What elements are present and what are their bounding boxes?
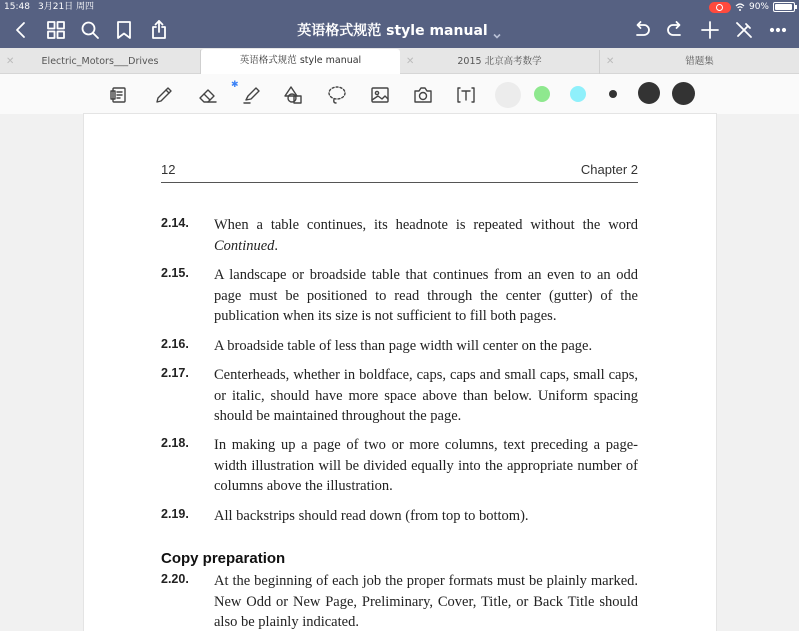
undo-icon: [630, 19, 652, 41]
tab-label: Electric_Motors___Drives: [41, 56, 159, 67]
section-heading: Copy preparation: [161, 550, 286, 567]
document-title-text: 英语格式规范 style manual: [297, 23, 488, 39]
stroke-size-medium[interactable]: [638, 82, 660, 104]
close-tab-icon[interactable]: ✕: [6, 56, 15, 67]
wifi-icon: [735, 2, 745, 12]
tab-error-notes[interactable]: [600, 50, 799, 74]
item-text: Centerheads, whether in boldface, caps, caps and small caps, small caps, or italic, should have more space above than below. Uniform spacing should be maintained throughout the page.: [214, 367, 638, 425]
battery-icon: [773, 2, 795, 12]
close-tab-icon[interactable]: ✕: [406, 56, 415, 67]
more-dots-icon: [767, 19, 789, 41]
item-number: 2.15.: [161, 266, 189, 280]
close-tab-icon[interactable]: ✕: [606, 56, 615, 67]
item-text: A broadside table of less than page width will center on the page.: [214, 338, 593, 354]
item-number: 2.18.: [161, 436, 189, 450]
list-item: [161, 365, 638, 427]
stroke-size-small[interactable]: [609, 90, 617, 98]
lasso-icon: [326, 84, 348, 106]
color-swatch-green[interactable]: [534, 86, 550, 102]
list-item: [161, 571, 638, 631]
highlighter-icon: [241, 84, 263, 106]
text-box-icon: [455, 84, 477, 106]
status-indicators: [709, 0, 795, 14]
status-date: 3月21日 周四: [38, 2, 95, 12]
list-item: [161, 215, 638, 256]
item-text: In making up a page of two or more columns, text preceding a page-width illustration will be divided equally into the appropriate number of columns above the illustration.: [214, 437, 638, 495]
reading-mode-tool[interactable]: [106, 82, 132, 108]
item-text: A landscape or broadside table that continues from an even to an odd page must be positioned to read through the center (gutter) of the publication when its size is not sufficient to fill both pages.: [214, 267, 638, 325]
item-number: 2.20.: [161, 572, 189, 586]
document-tabs: [0, 48, 799, 74]
redo-icon: [665, 19, 687, 41]
redo-button[interactable]: [663, 17, 689, 43]
lasso-tool[interactable]: [324, 82, 350, 108]
chapter-title: Chapter 2: [580, 162, 638, 177]
battery-percent: 90%: [748, 2, 769, 12]
tab-label: 英语格式规范 style manual: [239, 55, 362, 66]
item-number: 2.16.: [161, 337, 189, 351]
reader-icon: [108, 84, 130, 106]
pen-icon: [153, 84, 175, 106]
status-bar: [0, 0, 799, 14]
item-text: At the beginning of each job the proper formats must be plainly marked. New Odd or New Page, Preliminary, Cover, Title, or Back Title should also be plainly indicated.: [214, 573, 638, 631]
list-item: [161, 336, 638, 357]
item-number: 2.14.: [161, 216, 189, 230]
header-bar: [0, 0, 799, 48]
text-tool[interactable]: [453, 82, 479, 108]
shapes-icon: [282, 84, 304, 106]
page-header: [161, 162, 638, 183]
edit-mode-toggle[interactable]: [731, 17, 757, 43]
tab-beijing-math[interactable]: [400, 50, 600, 74]
page-number: 12: [161, 162, 176, 177]
document-page[interactable]: [84, 114, 716, 631]
tab-electric-motors[interactable]: [0, 50, 201, 74]
list-item: [161, 506, 638, 527]
stroke-size-large[interactable]: [672, 82, 695, 105]
more-button[interactable]: [765, 17, 791, 43]
eraser-icon: [197, 84, 219, 106]
image-tool[interactable]: [367, 82, 393, 108]
image-icon: [369, 84, 391, 106]
color-swatch-cyan[interactable]: [570, 86, 586, 102]
undo-button[interactable]: [628, 17, 654, 43]
item-number: 2.17.: [161, 366, 189, 380]
list-item: [161, 265, 638, 327]
highlighter-tool[interactable]: [239, 82, 265, 108]
plus-icon: [699, 19, 721, 41]
pencil-off-icon: [733, 19, 755, 41]
add-page-button[interactable]: [697, 17, 723, 43]
item-number: 2.19.: [161, 507, 189, 521]
item-text: When a table continues, its headnote is repeated without the word Continued.: [214, 217, 638, 254]
bluetooth-icon: ✱: [231, 80, 239, 90]
eraser-tool[interactable]: [195, 82, 221, 108]
chevron-down-icon: [492, 26, 502, 36]
shapes-tool[interactable]: [280, 82, 306, 108]
screen-record-icon: [709, 2, 731, 13]
color-swatch-light-gray[interactable]: [495, 82, 521, 108]
camera-icon: [412, 84, 434, 106]
pen-tool[interactable]: [151, 82, 177, 108]
status-time: 15:48: [4, 2, 30, 12]
tab-style-manual[interactable]: [201, 49, 400, 74]
item-text: All backstrips should read down (from top to bottom).: [214, 508, 529, 524]
list-item: [161, 435, 638, 497]
camera-tool[interactable]: [410, 82, 436, 108]
tab-label: 错题集: [685, 56, 714, 67]
tab-label: 2015 北京高考数学: [457, 56, 542, 67]
